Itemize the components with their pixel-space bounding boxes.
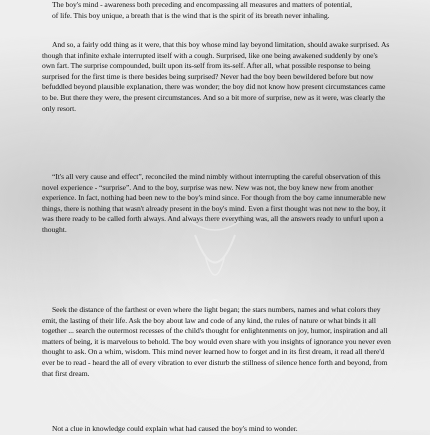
paragraph-3: “It's all very cause and effect”, reconciled the mind nimbly without interrupting the careful observation of this novel experience - “surprise”. And to the boy, surprise was new. New was not, the boy knew new from another experience. In fact, nothing had been new to the boy's mind since. For though from the boy came innumerable new things, there is nothing that wasn't already present in the boy's mind. Even a first thought was not new to the boy, it was there ready to be called forth always. And always there everything was, all the answers ready to unfurl upon a thought. [42,172,386,234]
paragraph-5: Not a clue in knowledge could explain what had caused the boy's mind to wonder. [52,424,298,433]
paragraph-2: And so, a fairly odd thing as it were, that this boy whose mind lay beyond limitation, should awake surprised. As though that infinite exhale interrupted itself with a cough. Surprised, like one being awakened suddenly by one's own fart. The surprise compounded, built upon its-self from its-self. After all, what possible response to being surprised for the first time is there besides being surprised? Never had the boy been bewildered before but now befuddled beyond plausible explanation, there was wonder; the boy did not know how present circumstances came to be. But there they were, the present circumstances. And so a bit more of surprise, new as it were, was clearly the only resort. [42,40,390,113]
paragraph-1: The boy's mind - awareness both preceding and encompassing all measures and matters of potential, of life. This boy unique, a breath that is the wind that is the spirit of its breath never inhaling. [52,0,352,20]
paragraph-4: Seek the distance of the farthest or even where the light began; the stars numbers, names and what colors they emit, the lasting of their life. Ask the boy about law and code of any kind, the rules of nature or what binds it all together ... search the outermost recesses of the child's thought for enlightenments on joy, humor, inspiration and all matters of being, it is marvelous to behold. The boy would even share with you insights of ignorance you never even thought to ask. On a whim, wisdom. This mind never learned how to forget and in its first dream, it read all there'd ever be to read - heard the all of every vibration to ever disturb the stillness of silence hence forth and beyond, from that first dream. [42,305,391,378]
